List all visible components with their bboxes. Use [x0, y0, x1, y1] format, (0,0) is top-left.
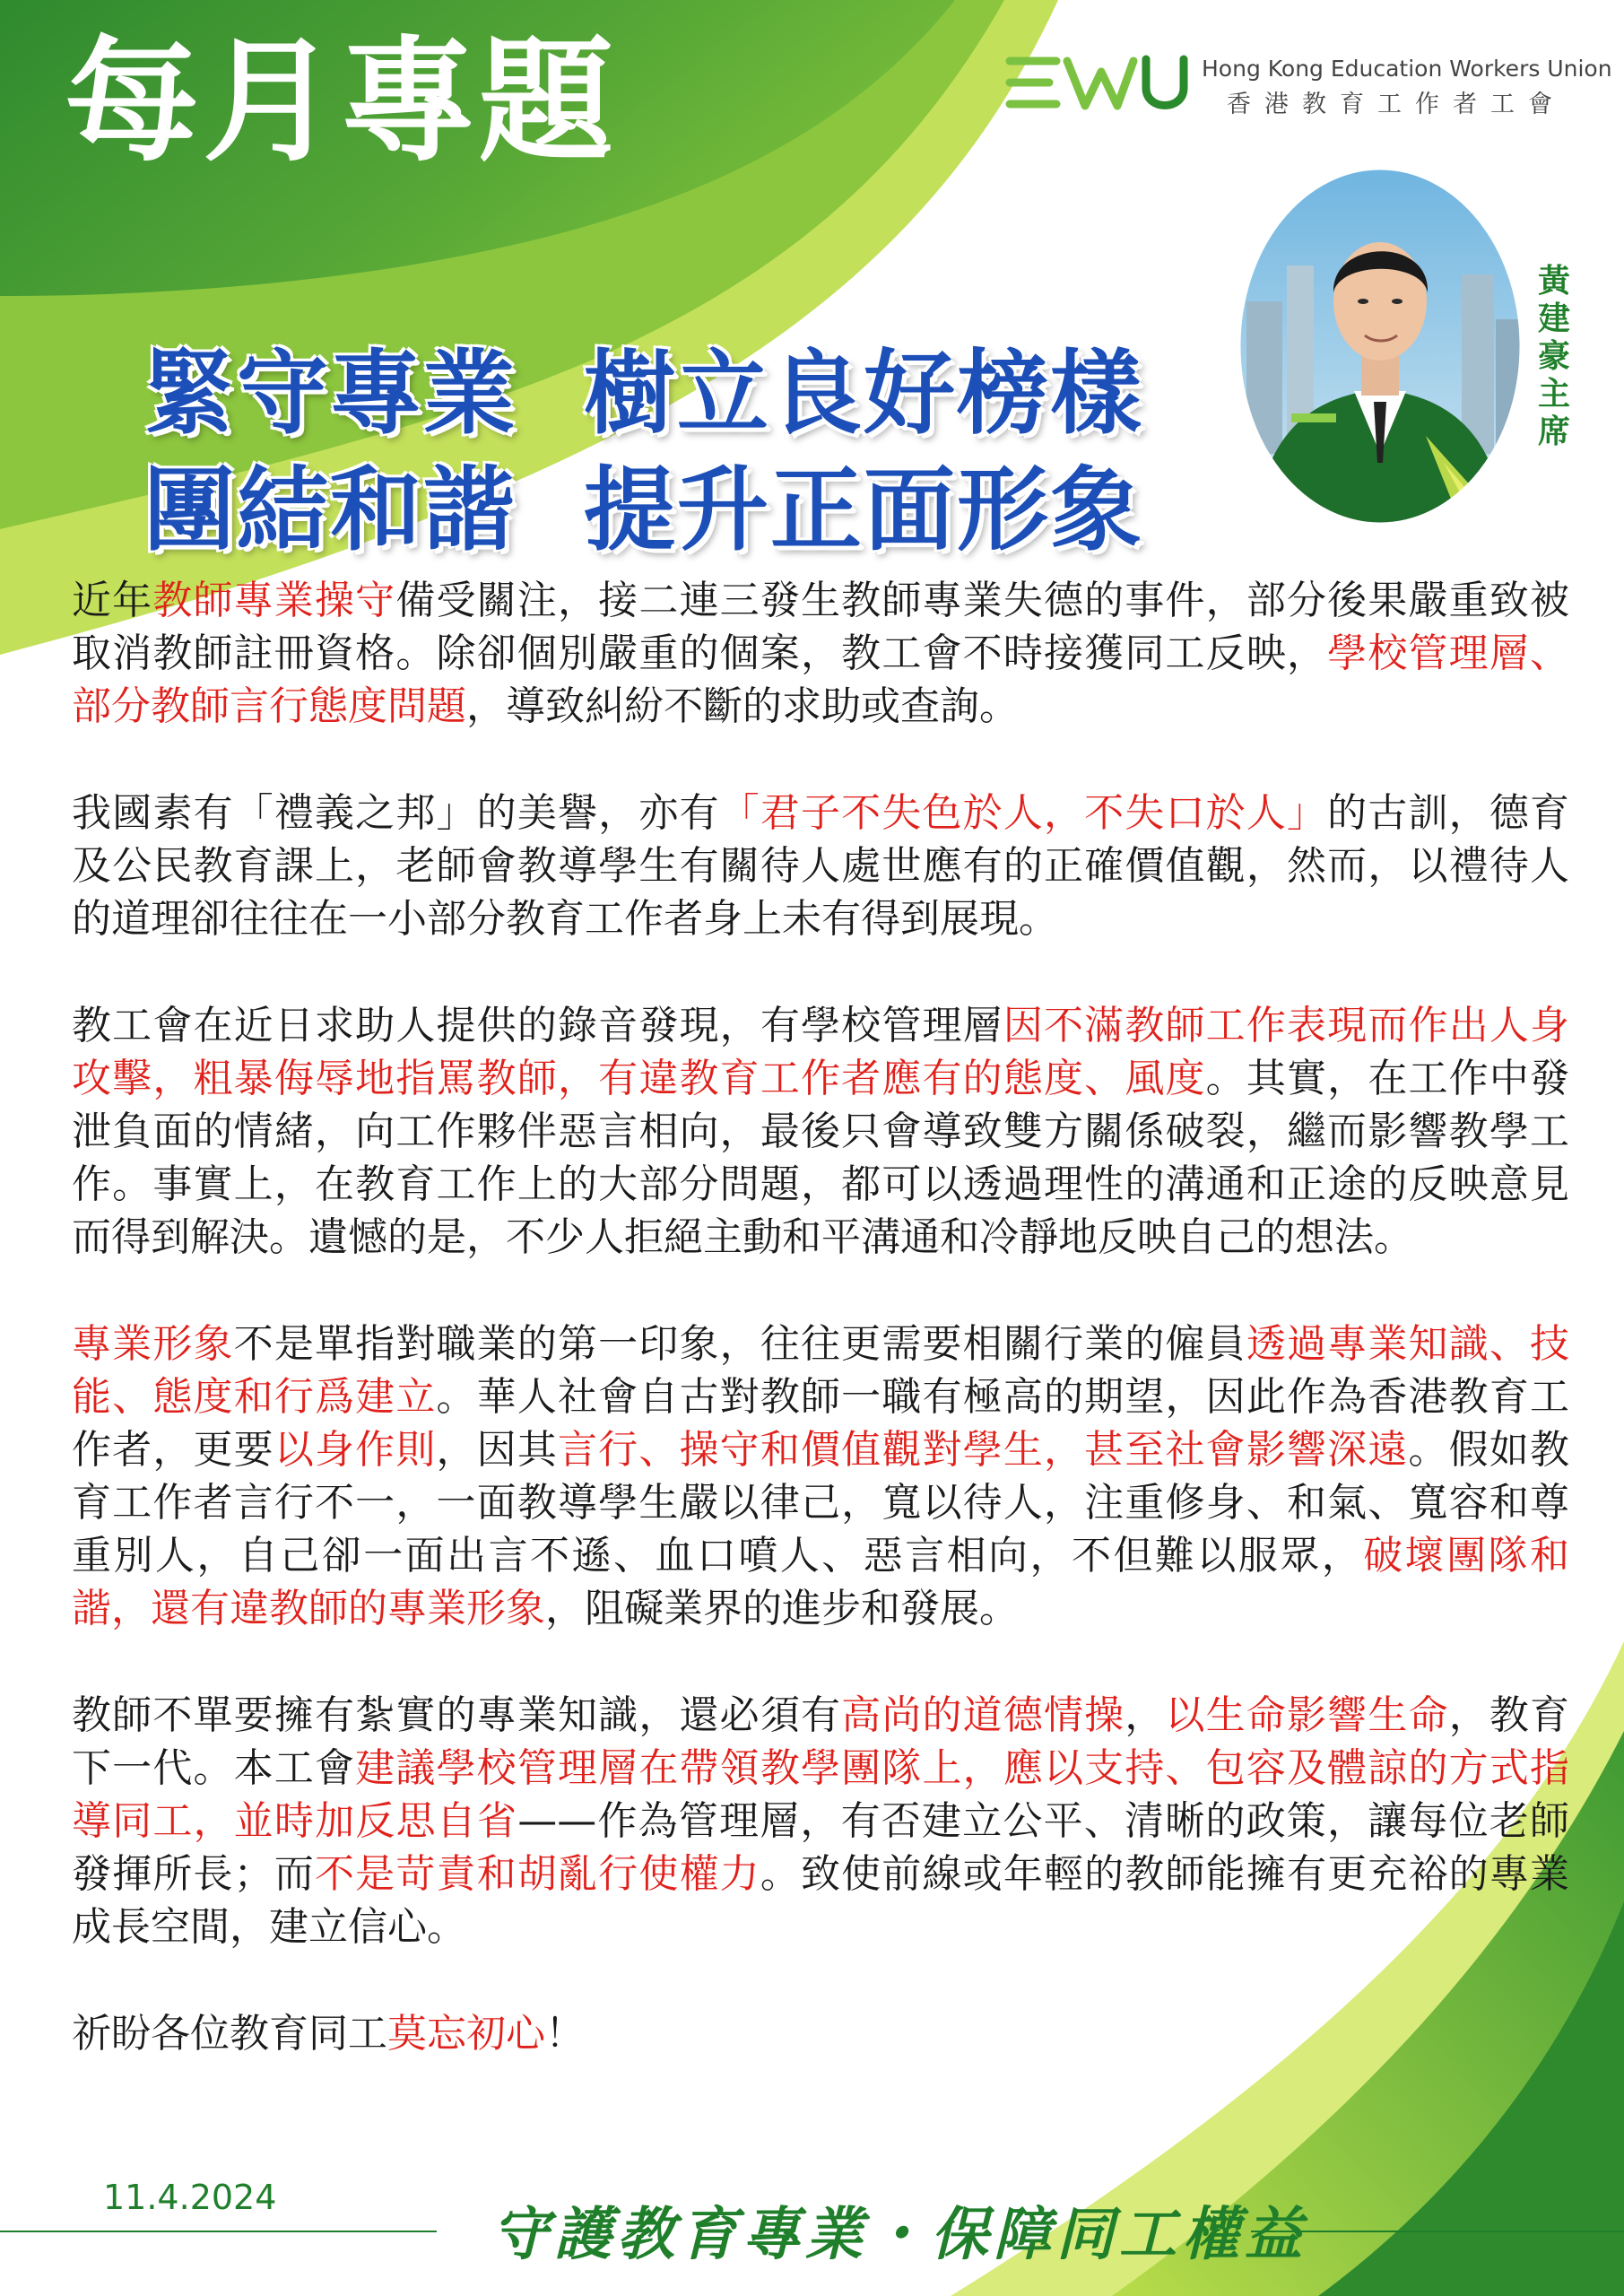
- headline-line-1: 緊守專業 樹立良好榜樣: [143, 340, 1144, 448]
- body-text-run: 不是單指對職業的第一印象，往往更需要相關行業的僱員: [233, 1321, 1246, 1367]
- union-logo: [1003, 52, 1612, 118]
- body-text-run: ，導致糾紛不斷的求助或查詢。: [466, 683, 1019, 729]
- org-name-zh: 香港教育工作者工會: [1227, 91, 1566, 118]
- highlighted-text: 學校管理層、部分教師言行態度問題: [72, 631, 1570, 729]
- body-text-run: ，阻礙業界的進步和發展。: [545, 1586, 1019, 1631]
- highlighted-text: 以生命影響生命: [1165, 1692, 1449, 1738]
- body-text-run: 。致使前線或年輕的教師能擁有更充裕的專業成長空間，建立信心。: [72, 1851, 1570, 1950]
- highlighted-text: 言行、操守和價值觀對學生，甚至社會影響深遠: [558, 1427, 1409, 1473]
- highlighted-text: 破壞團隊和諧，還有違教師的專業形象: [72, 1533, 1570, 1631]
- body-text-run: 備受關注，接二連三發生教師專業失德的事件，部分後果嚴重致被取消教師註冊資格。除卻個別嚴重的個案，教工會不時接獲同工反映，: [72, 578, 1570, 676]
- article-paragraph: [72, 1318, 1569, 1635]
- body-text-run: ，: [1125, 1692, 1166, 1738]
- highlighted-text: 專業形象: [72, 1321, 234, 1367]
- body-text-run: 的古訓，德育及公民教育課上，老師會教導學生有關待人處世應有的正確價值觀，然而，以禮待人的道理卻往往在一小部分教育工作者身上未有得到展現。: [72, 790, 1570, 942]
- chairman-portrait: [1238, 167, 1523, 526]
- highlighted-text: 「君子不失色於人，不失口於人」: [719, 790, 1328, 836]
- body-text-run: 教師不單要擁有紮實的專業知識，還必須有: [72, 1692, 842, 1738]
- body-text-run: ，因其: [436, 1427, 559, 1473]
- chairman-name: 黃建豪主席: [1537, 262, 1570, 450]
- org-name-en: Hong Kong Education Workers Union: [1202, 56, 1612, 82]
- highlighted-text: 不是苛責和胡亂行使權力: [315, 1851, 760, 1897]
- highlighted-text: 以身作則: [274, 1427, 437, 1473]
- body-text-run: 我國素有「禮義之邦」的美譽，亦有: [72, 790, 720, 836]
- article-paragraph: [72, 787, 1569, 945]
- ewu-logo-icon: [1003, 52, 1191, 115]
- body-text-run: 。其實，在工作中發泄負面的情緒，向工作夥伴惡言相向，最後只會導致雙方關係破裂，繼而影響教學工作。事實上，在教育工作上的大部分問題，都可以透過理性的溝通和正途的反映意見而得到解決。遺憾的是，不少人拒絕主動和平溝通和冷靜地反映自己的想法。: [72, 1056, 1570, 1260]
- highlighted-text: 教師專業操守: [152, 578, 396, 623]
- footer-slogan: 守護教育專業・保障同工權益: [491, 2201, 1307, 2268]
- page-title: 每月專題: [65, 22, 618, 180]
- article-paragraph: [72, 999, 1569, 1264]
- highlighted-text: 高尚的道德情操: [841, 1692, 1125, 1738]
- body-text-run: ——作為管理層，有否建立公平、清晰的政策，讓每位老師發揮所長；而: [72, 1798, 1570, 1897]
- headline-line-2: 團結和諧 提升正面形象: [143, 457, 1144, 564]
- footer-divider-left: [0, 2231, 437, 2232]
- article-paragraph: [72, 574, 1569, 733]
- highlighted-text: 透過專業知識、技能、態度和行爲建立: [72, 1321, 1570, 1420]
- publish-date: 11.4.2024: [103, 2178, 277, 2217]
- highlighted-text: 建議學校管理層在帶領教學團隊上，應以支持、包容及體諒的方式指導同工，並時加反思自省: [72, 1745, 1570, 1844]
- body-text-run: 。華人社會自古對教師一職有極高的期望，因此作為香港教育工作者，更要: [72, 1374, 1569, 1473]
- body-text-run: 教工會在近日求助人提供的錄音發現，有學校管理層: [72, 1003, 1003, 1048]
- highlighted-text: 因不滿教師工作表現而作出人身攻擊，粗暴侮辱地指罵教師，有違教育工作者應有的態度、風度: [72, 1003, 1570, 1101]
- body-text-run: ！: [545, 2011, 585, 2057]
- body-text-run: 。假如教育工作者言行不一，一面教導學生嚴以律己，寬以待人，注重修身、和氣、寬容和尊重別人，自己卻一面出言不遜、血口噴人、惡言相向，不但難以服眾，: [72, 1427, 1570, 1578]
- body-text-run: 近年: [72, 578, 153, 623]
- body-text-run: ，教育下一代。本工會: [72, 1692, 1570, 1791]
- body-text-run: 祈盼各位教育同工: [72, 2011, 387, 2057]
- highlighted-text: 莫忘初心: [387, 2011, 545, 2057]
- article-body: [72, 574, 1569, 2114]
- article-paragraph: [72, 2007, 1569, 2060]
- article-paragraph: [72, 1689, 1569, 1953]
